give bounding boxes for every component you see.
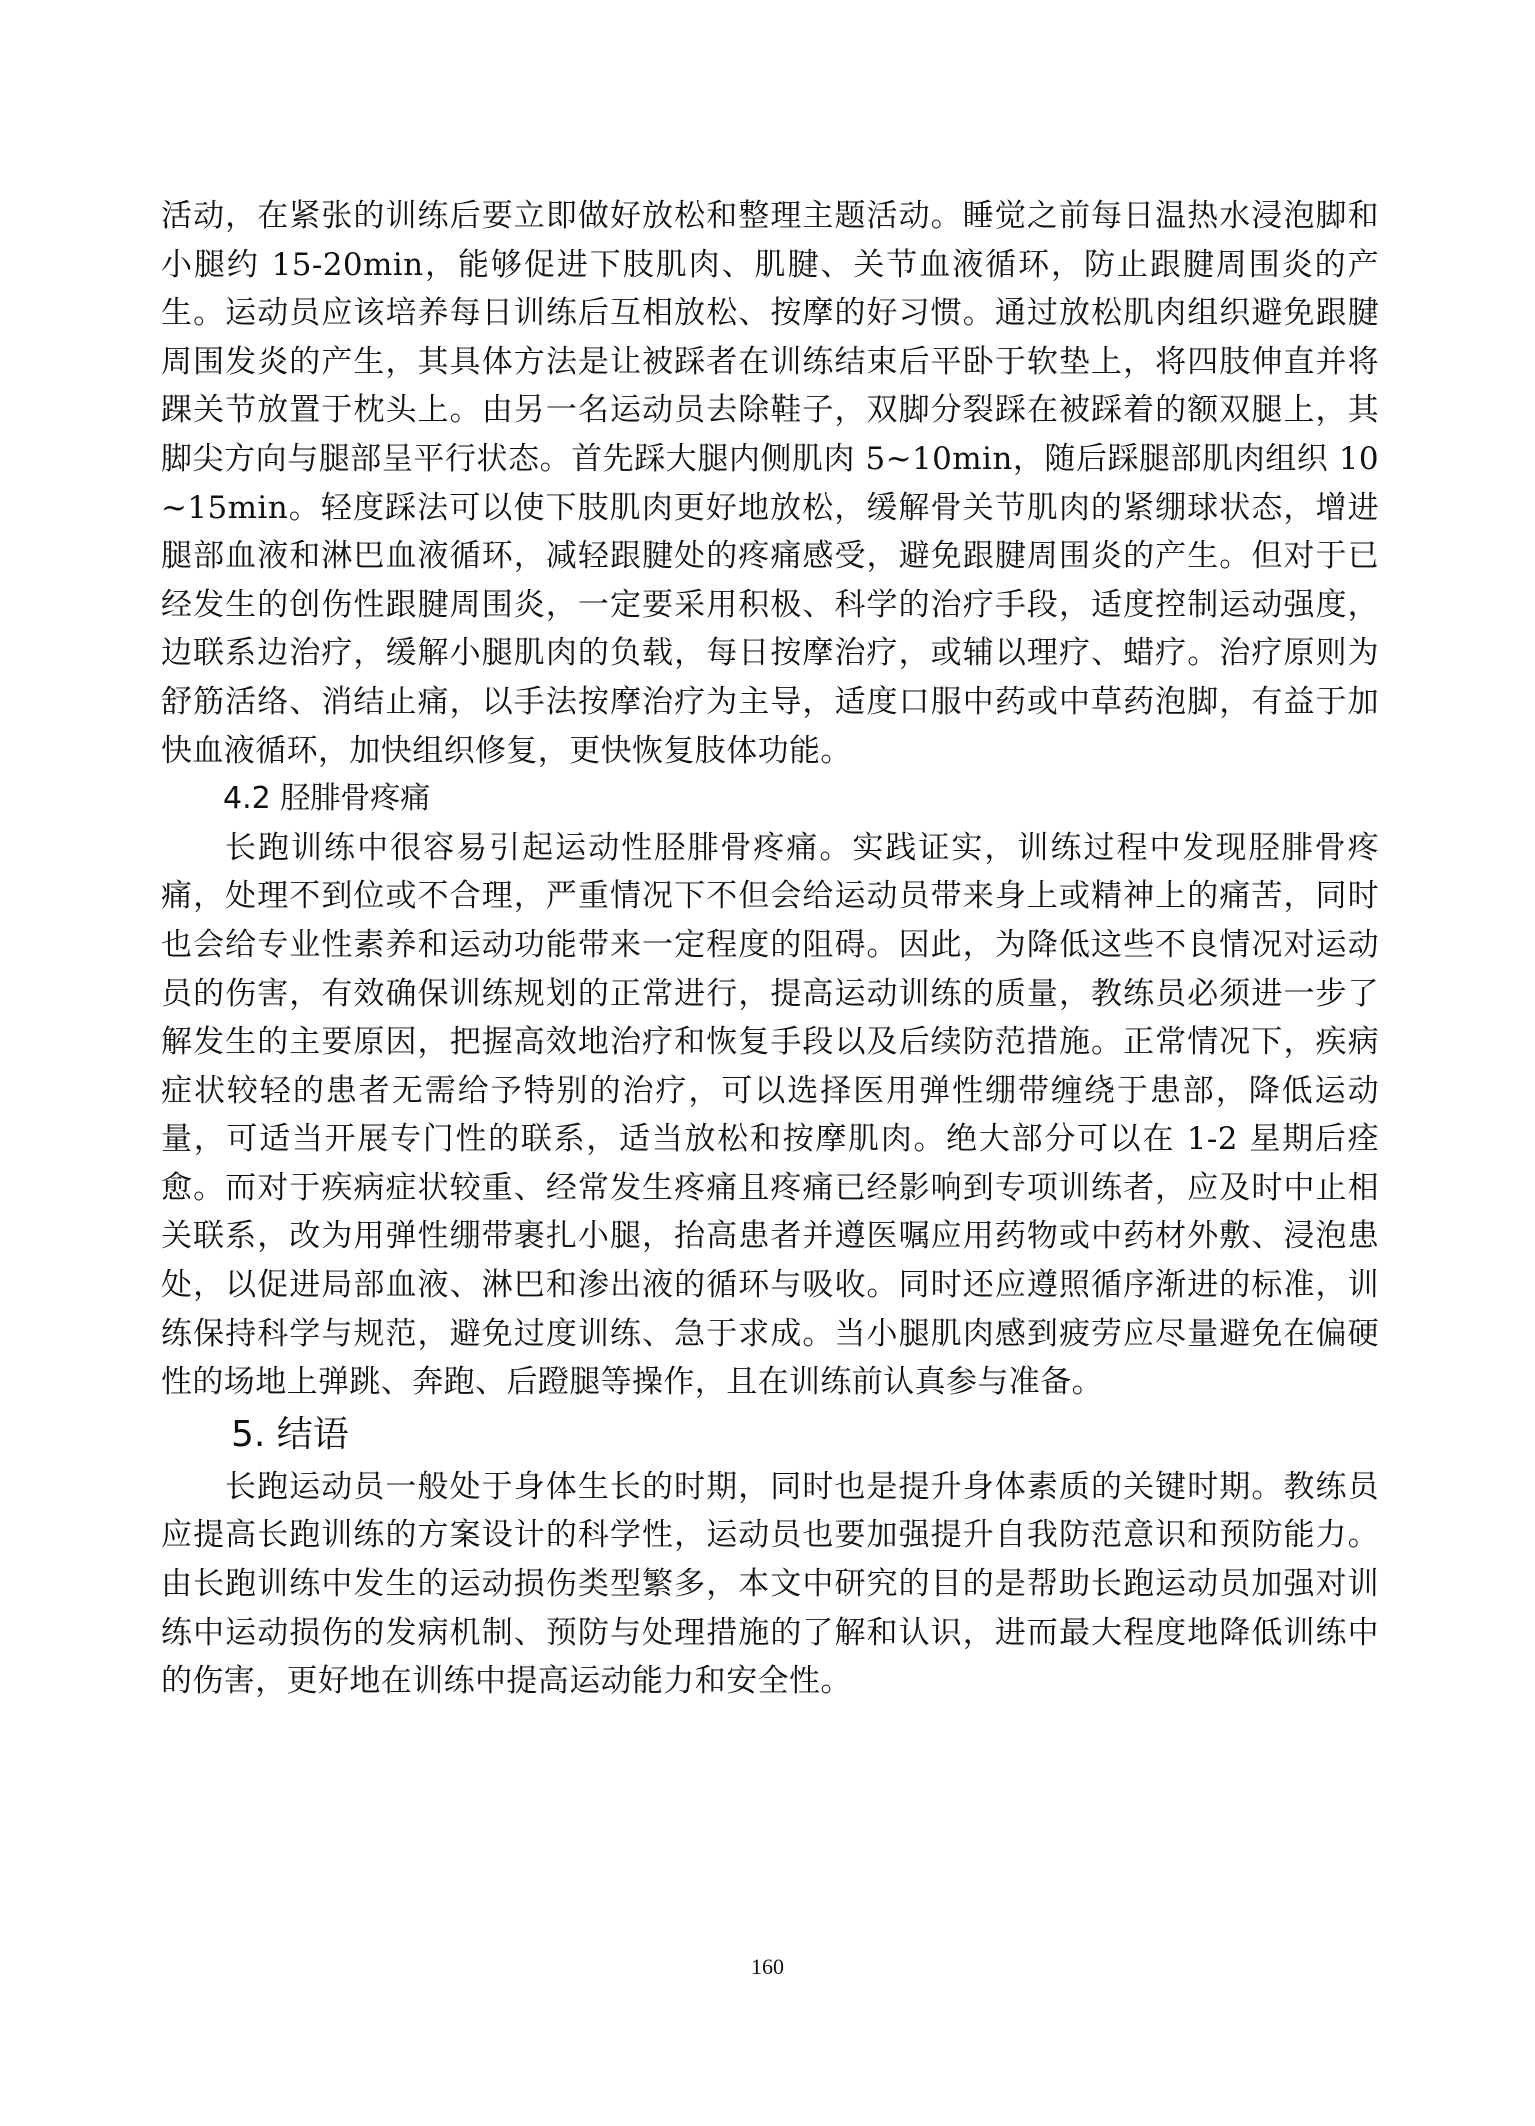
section-heading-4-2: 4.2 胫腓骨疼痛 xyxy=(223,781,431,817)
continuation-paragraph: 活动，在紧张的训练后要立即做好放松和整理主题活动。睡觉之前每日温热水浸泡脚和小腿约 15-20min，能够促进下肢肌肉、肌腱、关节血液循环，防止跟腱周围炎的产生。运动员应该培养每日训练后互相放松、按摩的好习惯。通过放松肌肉组织避免跟腱周围发炎的产生，其具体方法是让被踩者在训练结束后平卧于软垫上，将四肢伸直并将踝关节放置于枕头上。由另一名运动员去除鞋子，双脚分裂踩在被踩着的额双腿上，其脚尖方向与腿部呈平行状态。首先踩大腿内侧肌肉 5~10min，随后踩腿部肌肉组织 10~15min。轻度踩法可以使下肢肌肉更好地放松，缓解骨关节肌肉的紧绷球状态，增进腿部血液和淋巴血液循环，减轻跟腱处的疼痛感受，避免跟腱周围炎的产生。但对于已经发生的创伤性跟腱周围炎，一定要采用积极、科学的治疗手段，适度控制运动强度，边联系边治疗，缓解小腿肌肉的负载，每日按摩治疗，或辅以理疗、蜡疗。治疗原则为舒筋活络、消结止痛，以手法按摩治疗为主导，适度口服中药或中草药泡脚，有益于加快血液循环，加快组织修复，更快恢复肢体功能。 xyxy=(161,198,1379,769)
section-heading-5: 5. 结语 xyxy=(231,1413,349,1455)
conclusion-paragraph: 长跑运动员一般处于身体生长的时期，同时也是提升身体素质的关键时期。教练员应提高长跑训练的方案设计的科学性，运动员也要加强提升自我防范意识和预防能力。由长跑训练中发生的运动损伤类型繁多，本文中研究的目的是帮助长跑运动员加强对训练中运动损伤的发病机制、预防与处理措施的了解和认识，进而最大程度地降低训练中的伤害，更好地在训练中提高运动能力和安全性。 xyxy=(161,1468,1379,1700)
page-number: 160 xyxy=(751,1954,784,1979)
section-4-2-paragraph: 长跑训练中很容易引起运动性胫腓骨疼痛。实践证实，训练过程中发现胫腓骨疼痛，处理不到位或不合理，严重情况下不但会给运动员带来身上或精神上的痛苦，同时也会给专业性素养和运动功能带来一定程度的阻碍。因此，为降低这些不良情况对运动员的伤害，有效确保训练规划的正常进行，提高运动训练的质量，教练员必须进一步了解发生的主要原因，把握高效地治疗和恢复手段以及后续防范措施。正常情况下，疾病症状较轻的患者无需给予特别的治疗，可以选择医用弹性绷带缠绕于患部，降低运动量，可适当开展专门性的联系，适当放松和按摩肌肉。绝大部分可以在 1-2 星期后痊愈。而对于疾病症状较重、经常发生疼痛且疼痛已经影响到专项训练者，应及时中止相关联系，改为用弹性绷带裹扎小腿，抬高患者并遵医嘱应用药物或中药材外敷、浸泡患处，以促进局部血液、淋巴和渗出液的循环与吸收。同时还应遵照循序渐进的标准，训练保持科学与规范，避免过度训练、急于求成。当小腿肌肉感到疲劳应尽量避免在偏硬性的场地上弹跳、奔跑、后蹬腿等操作，且在训练前认真参与准备。 xyxy=(161,829,1379,1401)
page-body xyxy=(161,192,1379,1706)
